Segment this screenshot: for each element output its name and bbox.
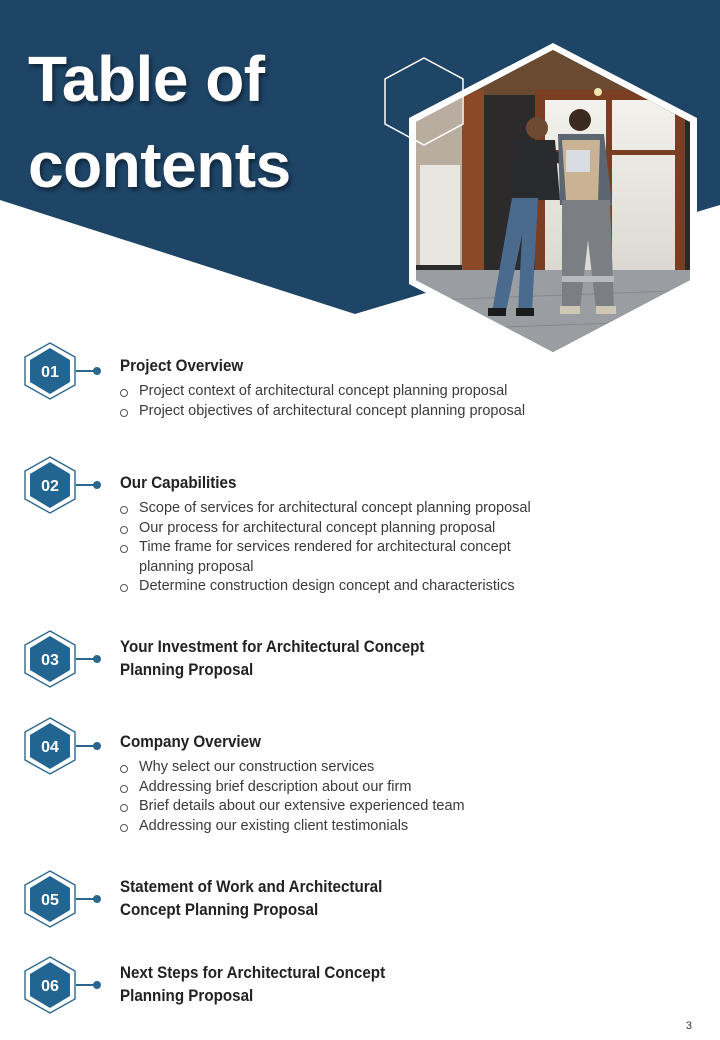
circle-bullet-icon [120, 584, 128, 592]
subitem-list [120, 758, 590, 836]
subitem-text: Project context of architectural concept planning proposal [139, 383, 508, 399]
circle-bullet-icon [120, 824, 128, 832]
subitem-text: Determine construction design concept and characteristics [139, 578, 515, 594]
entry-number: 04 [41, 739, 59, 756]
circle-bullet-icon [120, 389, 128, 397]
entry-number: 01 [41, 364, 59, 381]
subitem-text: Our process for architectural concept planning proposal [139, 519, 496, 536]
list-item [120, 758, 590, 778]
connector-dot [93, 895, 101, 903]
heading-line-2: Concept Planning Proposal [120, 901, 319, 919]
connector-dot [93, 742, 101, 750]
list-item [120, 499, 560, 519]
subitem-list [120, 382, 590, 421]
heading-line-1: Our Capabilities [120, 474, 237, 492]
connector-dot [93, 481, 101, 489]
subitem-text: Scope of services for architectural concept planning proposal [139, 500, 531, 516]
entry-heading[interactable] [120, 355, 243, 378]
page-title [28, 36, 291, 208]
hexagon-number-badge [24, 956, 76, 1014]
subitem-text: Brief details about our extensive experienced team [139, 798, 465, 814]
circle-bullet-icon [120, 526, 128, 534]
list-item [120, 778, 590, 798]
heading-line-1: Statement of Work and Architectural [120, 878, 383, 896]
entry-number: 03 [41, 652, 59, 669]
list-item [120, 382, 590, 402]
heading-line-1: Company Overview [120, 733, 261, 751]
list-item [120, 538, 560, 577]
title-line-1: Table of [28, 43, 265, 115]
heading-line-1: Your Investment for Architectural Concept [120, 638, 425, 656]
heading-line-1: Project Overview [120, 357, 244, 375]
list-item [120, 577, 560, 597]
heading-line-2: Planning Proposal [120, 987, 254, 1005]
circle-bullet-icon [120, 765, 128, 773]
list-item [120, 402, 590, 422]
subitem-text: Why select our construction services [139, 759, 375, 775]
subitem-text: Addressing brief description about our firm [139, 778, 412, 795]
list-item [120, 817, 590, 837]
entry-heading[interactable] [120, 472, 236, 495]
connector-dot [93, 367, 101, 375]
circle-bullet-icon [120, 785, 128, 793]
hexagon-number-badge [24, 717, 76, 775]
hexagon-number-badge [24, 870, 76, 928]
hexagon-number-badge [24, 342, 76, 400]
connector-dot [93, 981, 101, 989]
subitem-text: Time frame for services rendered for architectural concept planning proposal [139, 539, 511, 575]
entry-heading[interactable] [120, 962, 385, 1008]
heading-line-1: Next Steps for Architectural Concept [120, 964, 386, 982]
list-item [120, 797, 590, 817]
entry-number: 02 [41, 478, 59, 495]
subitem-text: Project objectives of architectural concept planning proposal [139, 402, 526, 419]
circle-bullet-icon [120, 506, 128, 514]
hero-photo [370, 38, 720, 368]
connector-dot [93, 655, 101, 663]
entry-number: 05 [41, 892, 59, 909]
subitem-text: Addressing our existing client testimonials [139, 817, 409, 834]
heading-line-2: Planning Proposal [120, 661, 254, 679]
subitem-list [120, 499, 560, 597]
entry-heading[interactable] [120, 731, 261, 754]
circle-bullet-icon [120, 804, 128, 812]
hexagon-number-badge [24, 630, 76, 688]
entry-heading[interactable] [120, 636, 424, 682]
circle-bullet-icon [120, 545, 128, 553]
list-item [120, 519, 560, 539]
entry-heading[interactable] [120, 876, 382, 922]
hexagon-number-badge [24, 456, 76, 514]
entry-number: 06 [41, 978, 59, 995]
title-line-2: contents [28, 129, 291, 201]
page-number: 3 [685, 1020, 692, 1032]
circle-bullet-icon [120, 409, 128, 417]
